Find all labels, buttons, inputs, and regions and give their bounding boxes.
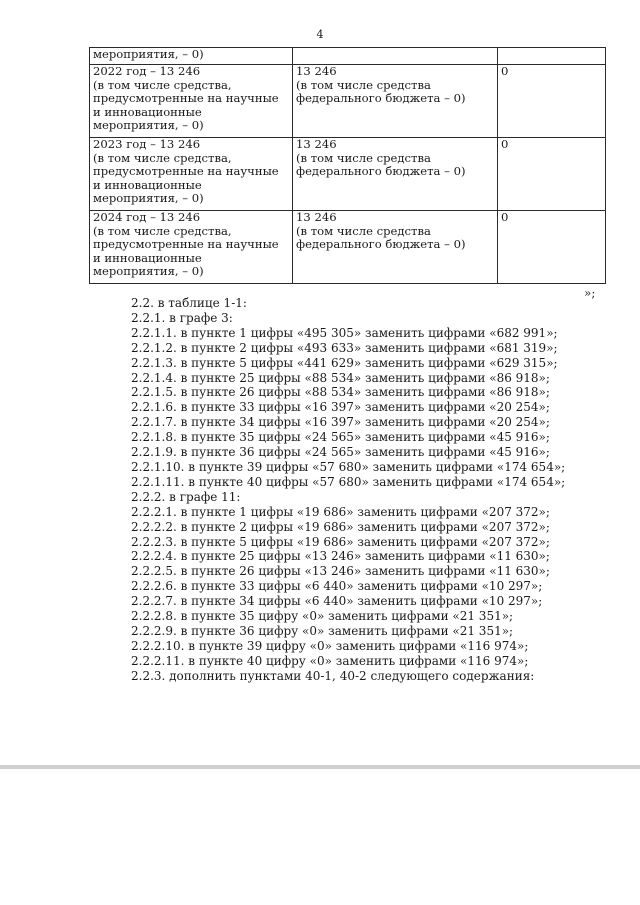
table-cell-total: 2023 год – 13 246 (в том числе средства, предусмотренные на научные и инновационные мероприятия, – 0): [90, 138, 293, 211]
amendment-item: 2.2.1.5. в пункте 26 цифры «88 534» заменить цифрами «86 918»;: [131, 385, 550, 400]
amendment-item: 2.2.1.8. в пункте 35 цифры «24 565» заменить цифрами «45 916»;: [131, 430, 550, 445]
amendment-item: 2.2.2.8. в пункте 35 цифру «0» заменить цифрами «21 351»;: [131, 609, 514, 624]
amendment-item: 2.2.2. в графе 11:: [131, 489, 241, 504]
table-cell-regional: [293, 48, 498, 65]
table-cell-total: мероприятия, – 0): [90, 48, 293, 65]
funding-table: [89, 47, 606, 284]
amendment-item: 2.2.2.3. в пункте 5 цифры «19 686» заменить цифрами «207 372»;: [131, 534, 550, 549]
table-row: [90, 48, 606, 65]
amendment-item: 2.2.1.3. в пункте 5 цифры «441 629» заменить цифрами «629 315»;: [131, 355, 558, 370]
amendment-item: 2.2.1.6. в пункте 33 цифры «16 397» заменить цифрами «20 254»;: [131, 400, 550, 415]
amendment-item: 2.2.1.9. в пункте 36 цифры «24 565» заменить цифрами «45 916»;: [131, 445, 550, 460]
table-row: [90, 138, 606, 211]
amendment-item: 2.2.1.4. в пункте 25 цифры «88 534» заменить цифрами «86 918»;: [131, 370, 550, 385]
amendment-item: 2.2.1. в графе 3:: [131, 310, 233, 325]
table-row: [90, 211, 606, 284]
amendment-item: 2.2.1.7. в пункте 34 цифры «16 397» заменить цифрами «20 254»;: [131, 415, 550, 430]
amendment-item: 2.2.1.11. в пункте 40 цифры «57 680» заменить цифрами «174 654»;: [131, 474, 566, 489]
amendment-item: 2.2.3. дополнить пунктами 40-1, 40-2 следующего содержания:: [131, 668, 535, 683]
amendment-item: 2.2.2.2. в пункте 2 цифры «19 686» заменить цифрами «207 372»;: [131, 519, 550, 534]
table-cell-regional: 13 246 (в том числе средства федерального бюджета – 0): [293, 65, 498, 138]
amendment-item: 2.2.2.7. в пункте 34 цифры «6 440» заменить цифрами «10 297»;: [131, 594, 543, 609]
amendment-list: [131, 296, 565, 684]
table-cell-total: 2024 год – 13 246 (в том числе средства, предусмотренные на научные и инновационные мероприятия, – 0): [90, 211, 293, 284]
amendment-item: 2.2.1.10. в пункте 39 цифры «57 680» заменить цифрами «174 654»;: [131, 459, 566, 474]
table-row: [90, 65, 606, 138]
table-cell-other: 0: [498, 138, 606, 211]
amendment-item: 2.2.1.1. в пункте 1 цифры «495 305» заменить цифрами «682 991»;: [131, 325, 558, 340]
table-cell-other: [498, 48, 606, 65]
amendment-item: 2.2.2.5. в пункте 26 цифры «13 246» заменить цифрами «11 630»;: [131, 564, 550, 579]
amendment-item: 2.2.2.9. в пункте 36 цифру «0» заменить цифрами «21 351»;: [131, 623, 514, 638]
table-cell-other: 0: [498, 211, 606, 284]
table-cell-other: 0: [498, 65, 606, 138]
table-cell-total: 2022 год – 13 246 (в том числе средства, предусмотренные на научные и инновационные мероприятия, – 0): [90, 65, 293, 138]
closing-quote-mark: »;: [584, 286, 596, 300]
blank-scan-area: [0, 769, 640, 905]
page-number: 4: [316, 28, 324, 41]
amendment-item: 2.2.1.2. в пункте 2 цифры «493 633» заменить цифрами «681 319»;: [131, 340, 558, 355]
amendment-item: 2.2.2.6. в пункте 33 цифры «6 440» заменить цифрами «10 297»;: [131, 579, 543, 594]
amendment-item: 2.2.2.11. в пункте 40 цифру «0» заменить цифрами «116 974»;: [131, 653, 529, 668]
amendment-item: 2.2.2.1. в пункте 1 цифры «19 686» заменить цифрами «207 372»;: [131, 504, 550, 519]
amendment-item: 2.2. в таблице 1-1:: [131, 296, 247, 310]
table-cell-regional: 13 246 (в том числе средства федерального бюджета – 0): [293, 211, 498, 284]
amendment-item: 2.2.2.10. в пункте 39 цифру «0» заменить цифрами «116 974»;: [131, 638, 529, 653]
amendment-item: 2.2.2.4. в пункте 25 цифры «13 246» заменить цифрами «11 630»;: [131, 549, 550, 564]
table-cell-regional: 13 246 (в том числе средства федерального бюджета – 0): [293, 138, 498, 211]
